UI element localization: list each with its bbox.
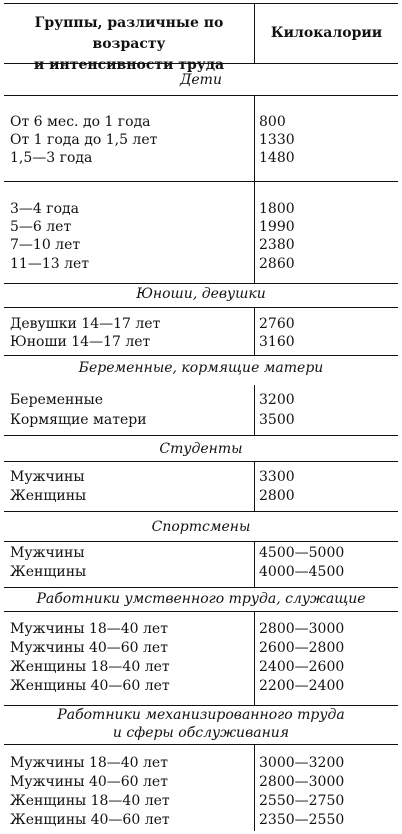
row-label: Беременные xyxy=(10,392,104,408)
header-kcal: Килокалории xyxy=(270,25,383,41)
row-value: 2800 xyxy=(259,488,295,504)
section-title-pregnant: Беременные, кормящие матери xyxy=(78,360,324,376)
section-title-youth: Юноши, девушки xyxy=(136,286,266,302)
row-value: 3500 xyxy=(259,412,295,428)
row-value: 2800—3000 xyxy=(259,621,345,637)
row-label: Мужчины 40—60 лет xyxy=(10,640,168,656)
row-label: Кормящие матери xyxy=(10,412,147,428)
section-rule xyxy=(4,744,398,745)
row-label: Мужчины xyxy=(10,469,85,485)
row-label: Юноши 14—17 лет xyxy=(10,334,151,350)
row-value: 1990 xyxy=(259,219,295,235)
column-divider xyxy=(254,611,255,705)
column-divider xyxy=(254,744,255,831)
header-groups-line2: и интенсивности труда xyxy=(33,57,225,73)
row-value: 2800—3000 xyxy=(259,774,345,790)
header-groups-line1: Группы, различные по возрасту xyxy=(34,15,224,52)
row-label: Девушки 14—17 лет xyxy=(10,316,161,332)
row-value: 2600—2800 xyxy=(259,640,345,656)
section-rule xyxy=(4,541,398,542)
row-value: 2350—2550 xyxy=(259,812,345,828)
row-label: Женщины 40—60 лет xyxy=(10,812,170,828)
column-divider xyxy=(254,181,255,283)
row-value: 2400—2600 xyxy=(259,659,345,675)
column-divider xyxy=(254,307,255,355)
section-title-line1: Работники механизированного труда xyxy=(57,707,345,723)
row-label: 11—13 лет xyxy=(10,256,90,272)
row-value: 1480 xyxy=(259,150,295,166)
row-label: Мужчины 18—40 лет xyxy=(10,621,168,637)
section-title-students: Студенты xyxy=(159,441,243,457)
row-value: 2200—2400 xyxy=(259,678,345,694)
column-divider xyxy=(254,95,255,181)
row-value: 2380 xyxy=(259,237,295,253)
row-label: Женщины xyxy=(10,564,87,580)
row-value: 3160 xyxy=(259,334,295,350)
section-title-children: Дети xyxy=(180,72,222,88)
row-label: Женщины 18—40 лет xyxy=(10,659,170,675)
section-rule xyxy=(4,435,398,436)
row-label: Женщины xyxy=(10,488,87,504)
row-label: 5—6 лет xyxy=(10,219,72,235)
section-rule xyxy=(4,355,398,356)
row-label: Мужчины 18—40 лет xyxy=(10,755,168,771)
row-label: Женщины 40—60 лет xyxy=(10,678,170,694)
row-value: 800 xyxy=(259,114,286,130)
row-value: 4500—5000 xyxy=(259,545,345,561)
row-label: Женщины 18—40 лет xyxy=(10,793,170,809)
header-groups xyxy=(4,13,254,76)
row-value: 2550—2750 xyxy=(259,793,345,809)
column-divider xyxy=(254,385,255,435)
row-value: 2860 xyxy=(259,256,295,272)
row-value: 3300 xyxy=(259,469,295,485)
table-top-rule xyxy=(4,3,398,4)
section-rule xyxy=(4,587,398,588)
row-value: 2760 xyxy=(259,316,295,332)
column-divider xyxy=(254,541,255,587)
section-title-line2: и сферы обслуживания xyxy=(112,725,290,741)
row-label: От 1 года до 1,5 лет xyxy=(10,132,158,148)
section-rule xyxy=(4,181,398,182)
column-divider xyxy=(254,461,255,511)
section-rule xyxy=(4,95,398,96)
row-label: Мужчины xyxy=(10,545,85,561)
section-rule xyxy=(4,283,398,284)
row-value: 1800 xyxy=(259,201,295,217)
section-rule xyxy=(4,461,398,462)
row-label: 7—10 лет xyxy=(10,237,81,253)
row-label: 1,5—3 года xyxy=(10,150,93,166)
section-rule xyxy=(4,511,398,512)
header-bottom-rule xyxy=(4,63,398,64)
section-title-mental-workers: Работники умственного труда, служащие xyxy=(36,591,366,607)
row-value: 3000—3200 xyxy=(259,755,345,771)
section-rule xyxy=(4,307,398,308)
section-title-mechanized-workers xyxy=(4,706,398,742)
row-value: 3200 xyxy=(259,392,295,408)
row-label: 3—4 года xyxy=(10,201,79,217)
row-label: От 6 мес. до 1 года xyxy=(10,114,151,130)
row-value: 4000—4500 xyxy=(259,564,345,580)
section-title-athletes: Спортсмены xyxy=(151,519,251,535)
row-value: 1330 xyxy=(259,132,295,148)
calorie-table xyxy=(4,3,398,831)
row-label: Мужчины 40—60 лет xyxy=(10,774,168,790)
section-rule xyxy=(4,611,398,612)
